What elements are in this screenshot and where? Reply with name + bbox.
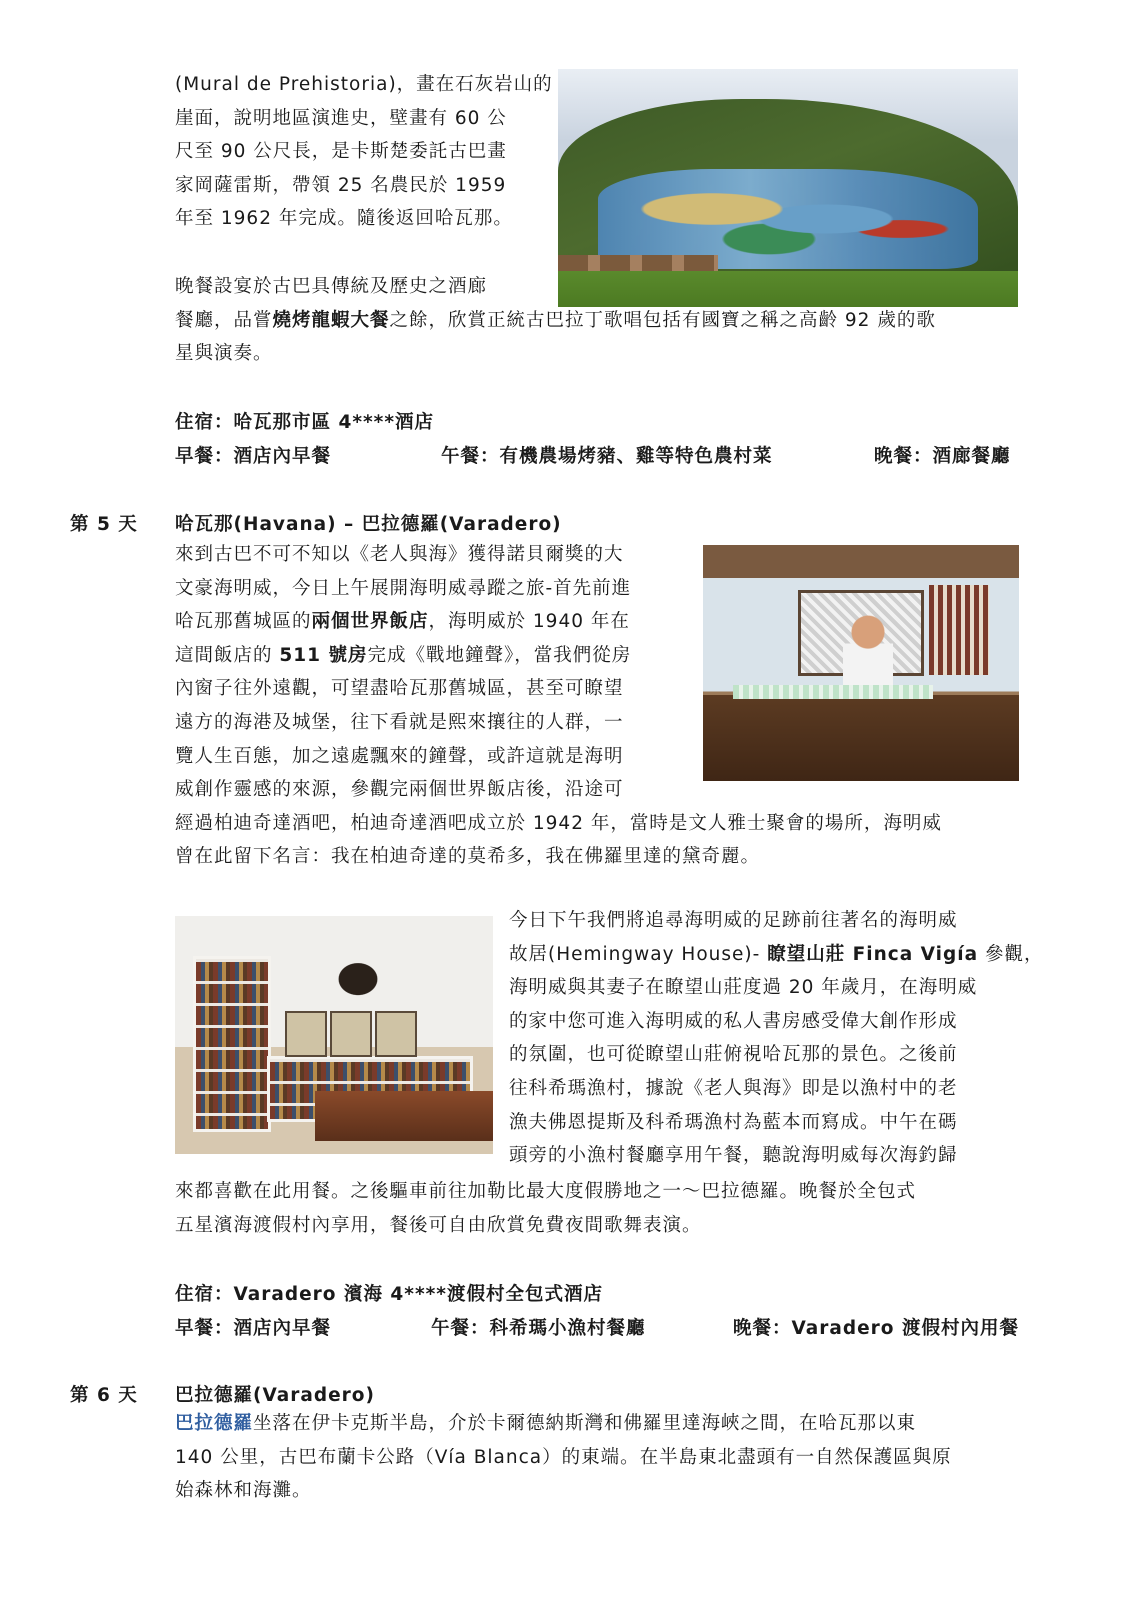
day5-line: 經過柏迪奇達酒吧，柏迪奇達酒吧成立於 1942 年，當時是文人雅士聚會的場所，海明威: [175, 812, 942, 834]
day6-line: 始森林和海灘。: [175, 1480, 312, 1502]
day5-line: 五星濱海渡假村內享用，餐後可自由欣賞免費夜間歌舞表演。: [175, 1214, 702, 1236]
day5-line: 文豪海明威，今日上午展開海明威尋蹤之旅-首先前進: [175, 577, 632, 599]
dinner-line: 星與演奏。: [175, 343, 273, 365]
intro-line: 家岡薩雷斯，帶領 25 名農民於 1959: [175, 174, 507, 196]
day5-paragraph2-cont: [175, 1175, 1035, 1242]
day5-line: 的氛圍，也可從瞭望山莊俯視哈瓦那的景色。之後前: [509, 1044, 958, 1066]
day5-line: 海明威與其妻子在瞭望山莊度過 20 年歲月，在海明威: [509, 977, 978, 999]
intro-line: 年至 1962 年完成。隨後返回哈瓦那。: [175, 208, 513, 230]
day5-line: 往科希瑪漁村，據說《老人與海》即是以漁村中的老: [509, 1077, 958, 1099]
day6-line: 坐落在伊卡克斯半島，介於卡爾德納斯灣和佛羅里達海峽之間，在哈瓦那以東: [253, 1413, 917, 1434]
day4-breakfast: 早餐：酒店內早餐: [175, 446, 332, 467]
intro-line: 尺至 90 公尺長，是卡斯楚委託古巴畫: [175, 141, 507, 163]
day5-lunch: 午餐：科希瑪小漁村餐廳: [431, 1318, 646, 1339]
day5-line: 哈瓦那舊城區的: [175, 611, 312, 633]
finca-vigia-highlight: 瞭望山莊 Finca Vigía: [767, 943, 979, 965]
day5-line: 遠方的海港及城堡，往下看就是熙來攘往的人群，一: [175, 711, 624, 733]
day5-line: ，海明威於 1940 年在: [428, 611, 630, 633]
lobster-dinner-highlight: 燒烤龍蝦大餐: [272, 309, 390, 331]
intro-line: (Mural de Prehistoria)，畫在石灰岩山的: [175, 74, 553, 95]
day5-paragraph2: [509, 904, 1044, 1173]
day4-lunch: 午餐：有機農場烤豬、雞等特色農村菜: [441, 446, 773, 467]
day6-line: 140 公里，古巴布蘭卡公路（Vía Blanca）的東端。在半島東北盡頭有一自然保護區與原: [175, 1446, 952, 1468]
day5-line: 頭旁的小漁村餐廳享用午餐，聽說海明威每次海釣歸: [509, 1145, 958, 1167]
day5-title: 哈瓦那(Havana) – 巴拉德羅(Varadero): [175, 514, 562, 535]
room-511-highlight: 511 號房: [279, 644, 368, 666]
day5-line: 的家中您可進入海明威的私人書房感受偉大創作形成: [509, 1010, 958, 1032]
intro-paragraph: [175, 68, 553, 236]
day5-line: 這間飯店的: [175, 644, 280, 666]
day4-dinner: 晚餐：酒廊餐廳: [874, 446, 1011, 467]
day5-line: 完成《戰地鐘聲》，當我們從房: [367, 644, 632, 666]
day5-line: 威創作靈感的來源，參觀完兩個世界飯店後，沿途可: [175, 779, 624, 801]
dinner-line: 晚餐設宴於古巴具傳統及歷史之酒廊: [175, 276, 488, 297]
day5-line: 來都喜歡在此用餐。之後驅車前往加勒比最大度假勝地之一～巴拉德羅。晚餐於全包式: [175, 1181, 917, 1202]
day6-paragraph: [175, 1407, 1035, 1508]
day5-line: 內窗子往外遠觀，可望盡哈瓦那舊城區，甚至可瞭望: [175, 678, 624, 700]
day5-label: 第 5 天: [70, 514, 138, 535]
day5-line: 故居(Hemingway House)-: [509, 943, 768, 965]
day5-dinner: 晚餐：Varadero 渡假村內用餐: [733, 1318, 1019, 1339]
intro-line: 崖面，說明地區演進史，壁畫有 60 公: [175, 107, 507, 129]
dinner-paragraph: [175, 270, 1035, 371]
day5-line: 漁夫佛恩提斯及科希瑪漁村為藍本而寫成。中午在碼: [509, 1111, 958, 1133]
day5-line: 覽人生百態，加之遠處飄來的鐘聲，或許這就是海明: [175, 745, 624, 767]
day4-stay: 住宿：哈瓦那市區 4****酒店: [175, 412, 435, 433]
day5-line: 今日下午我們將追尋海明威的足跡前往著名的海明威: [509, 910, 958, 931]
dinner-line: 之餘，欣賞正統古巴拉丁歌唱包括有國寶之稱之高齡 92 歲的歌: [389, 309, 936, 331]
day5-line: 來到古巴不可不知以《老人與海》獲得諾貝爾獎的大: [175, 544, 624, 565]
library-photo: [175, 916, 493, 1154]
day6-label: 第 6 天: [70, 1385, 138, 1406]
day5-stay: 住宿：Varadero 濱海 4****渡假村全包式酒店: [175, 1284, 603, 1305]
day5-breakfast: 早餐：酒店內早餐: [175, 1318, 332, 1339]
day5-line: 參觀，: [978, 943, 1044, 965]
varadero-highlight: 巴拉德羅: [175, 1413, 254, 1434]
two-worlds-hotel-highlight: 兩個世界飯店: [311, 611, 429, 633]
day5-line: 曾在此留下名言：我在柏迪奇達的莫希多，我在佛羅里達的黛奇麗。: [175, 846, 761, 868]
day6-title: 巴拉德羅(Varadero): [175, 1385, 375, 1406]
dinner-line: 餐廳，品嘗: [175, 309, 273, 331]
day5-paragraph1: [175, 538, 1035, 874]
